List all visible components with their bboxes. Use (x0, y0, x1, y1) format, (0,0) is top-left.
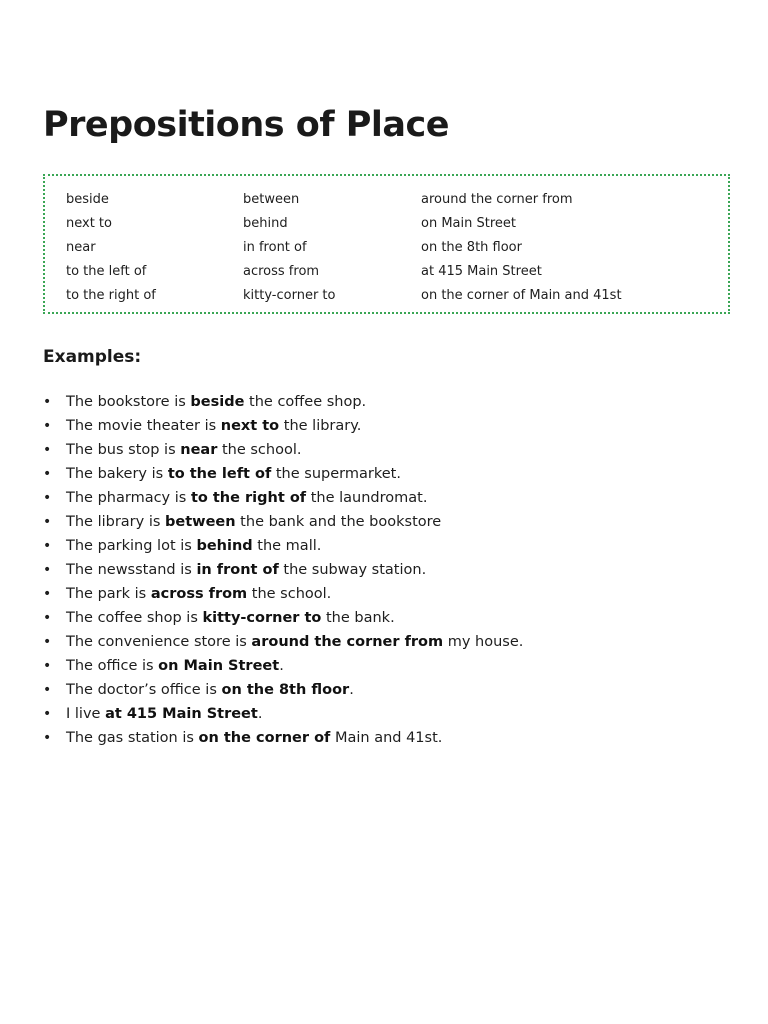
word-item: in front of (243, 240, 307, 255)
bullet-icon: • (43, 562, 52, 578)
example-text: the school. (247, 586, 332, 602)
example-text: . (257, 706, 263, 722)
example-text: The movie theater is (66, 418, 221, 434)
preposition-word-box (43, 174, 730, 314)
example-text: the supermarket. (271, 466, 401, 482)
example-preposition: next to (220, 418, 280, 434)
example-item (43, 678, 723, 702)
word-column-3 (421, 188, 622, 308)
example-text: Main and 41st. (330, 730, 443, 746)
example-preposition: on Main Street (158, 658, 280, 674)
example-text: The park is (66, 586, 151, 602)
example-text: the bank. (321, 610, 395, 626)
example-text: The convenience store is (66, 634, 252, 650)
example-preposition: around the corner from (251, 634, 444, 650)
example-preposition: to the left of (167, 466, 272, 482)
example-preposition: between (165, 514, 236, 530)
word-item: beside (66, 192, 109, 207)
example-text: the library. (279, 418, 362, 434)
word-item: across from (243, 264, 320, 279)
word-item: behind (243, 216, 288, 231)
example-text: The newsstand is (66, 562, 197, 578)
example-text: I live (66, 706, 106, 722)
example-preposition: across from (150, 586, 248, 602)
bullet-icon: • (43, 730, 52, 746)
example-preposition: at 415 Main Street (105, 706, 258, 722)
bullet-icon: • (43, 586, 52, 602)
example-text: The gas station is (66, 730, 199, 746)
bullet-icon: • (43, 442, 52, 458)
word-item: kitty-corner to (243, 288, 336, 303)
word-item: next to (66, 216, 112, 231)
example-item (43, 654, 723, 678)
example-text: The library is (66, 514, 166, 530)
example-text: . (279, 658, 284, 674)
examples-list (43, 390, 723, 750)
word-column-1 (66, 188, 156, 308)
example-item (43, 630, 723, 654)
word-item: around the corner from (421, 192, 573, 207)
word-item: to the right of (66, 288, 156, 303)
bullet-icon: • (43, 706, 52, 722)
word-item: on Main Street (421, 216, 516, 231)
example-text: the coffee shop. (244, 394, 367, 410)
example-item (43, 534, 723, 558)
word-item: on the 8th floor (421, 240, 522, 255)
example-preposition: to the right of (190, 490, 307, 506)
bullet-icon: • (43, 634, 52, 650)
example-item (43, 414, 723, 438)
example-preposition: on the 8th floor (221, 682, 350, 698)
bullet-icon: • (43, 682, 52, 698)
word-item: on the corner of Main and 41st (421, 288, 622, 303)
example-text: The coffee shop is (66, 610, 203, 626)
example-item (43, 702, 723, 726)
examples-heading: Examples: (43, 347, 142, 367)
example-text: the school. (217, 442, 302, 458)
word-item: at 415 Main Street (421, 264, 542, 279)
example-preposition: beside (190, 394, 245, 410)
example-item (43, 558, 723, 582)
example-text: The parking lot is (66, 538, 197, 554)
bullet-icon: • (43, 610, 52, 626)
example-text: the laundromat. (306, 490, 428, 506)
bullet-icon: • (43, 538, 52, 554)
example-text: The office is (66, 658, 159, 674)
example-text: the bank and the bookstore (235, 514, 442, 530)
bullet-icon: • (43, 466, 52, 482)
bullet-icon: • (43, 418, 52, 434)
example-text: The bookstore is (66, 394, 191, 410)
example-text: the mall. (252, 538, 322, 554)
example-item (43, 438, 723, 462)
example-preposition: in front of (196, 562, 279, 578)
word-item: between (243, 192, 300, 207)
example-text: my house. (443, 634, 524, 650)
page-title: Prepositions of Place (43, 105, 449, 145)
bullet-icon: • (43, 514, 52, 530)
example-text: The bus stop is (66, 442, 181, 458)
example-item (43, 510, 723, 534)
word-item: to the left of (66, 264, 147, 279)
example-preposition: on the corner of (198, 730, 331, 746)
example-preposition: kitty-corner to (202, 610, 322, 626)
example-item (43, 462, 723, 486)
example-item (43, 486, 723, 510)
example-text: The doctor’s office is (66, 682, 222, 698)
bullet-icon: • (43, 658, 52, 674)
example-text: the subway station. (278, 562, 427, 578)
example-item (43, 390, 723, 414)
example-preposition: behind (196, 538, 253, 554)
example-preposition: near (180, 442, 218, 458)
example-item (43, 582, 723, 606)
example-text: The bakery is (66, 466, 168, 482)
bullet-icon: • (43, 490, 52, 506)
example-item (43, 606, 723, 630)
example-text: . (349, 682, 354, 698)
example-text: The pharmacy is (66, 490, 191, 506)
bullet-icon: • (43, 394, 52, 410)
example-item (43, 726, 723, 750)
word-item: near (66, 240, 96, 255)
word-column-2 (243, 188, 335, 308)
